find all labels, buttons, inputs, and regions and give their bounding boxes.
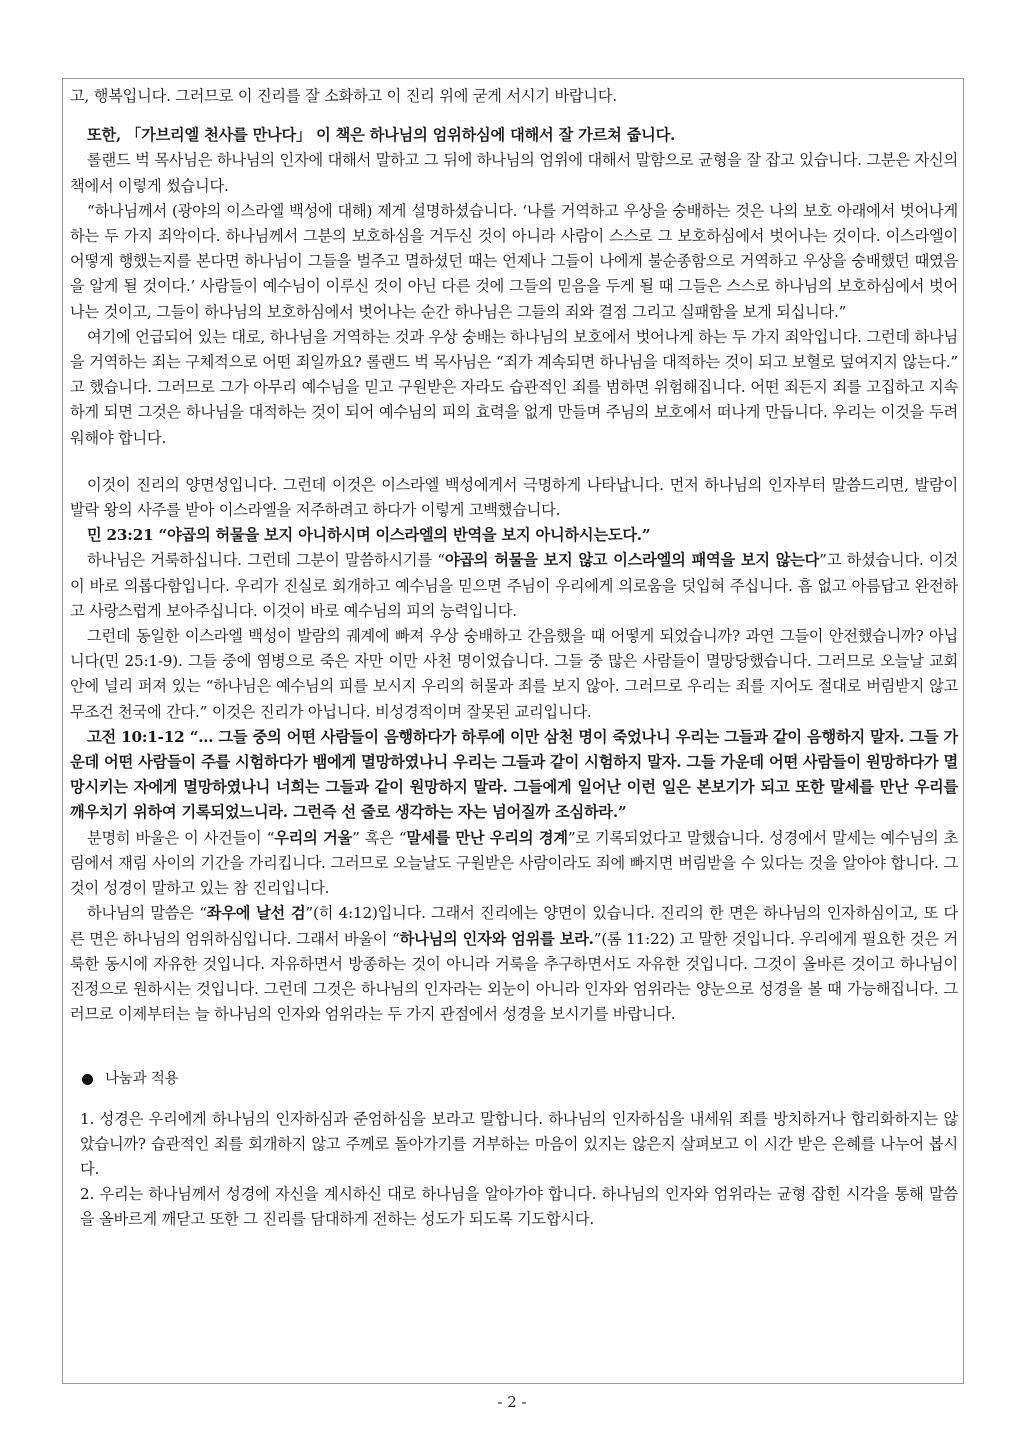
- bullet-icon: [82, 1074, 93, 1085]
- question-2: 2. 우리는 하나님께서 성경에 자신을 계시하신 대로 하나님을 알아가야 합니다. 하나님의 인자와 엄위라는 균형 잡힌 시각을 통해 말씀을 올바르게 깨닫고 또한 그 진리를 담대하게 전하는 성도가 되도록 기도합시다.: [80, 1185, 958, 1229]
- book-quote: “하나님께서 (광야의 이스라엘 백성에 대해) 제게 설명하셨습니다. ‘나를 거역하고 우상을 숭배하는 것은 나의 보호 아래에서 벗어나게 하는 두 가지 죄악이다. 하나님께서 그분의 보호하심을 거두신 것이 아니라 사람이 스스로 그 보호하심에서 벗어나는 것이다. 이스라엘이 어떻게 행했는지를 본다면 하나님이 그들을 벌주고 멸하셨던 때는 언제나 그들이 나에게 불순종함으로 거역하고 우상을 숭배했던 때였음을 알게 될 것이다.’ 사람들이 예수님이 이루신 것이 아닌 다른 것에 그들의 믿음을 두게 될 때 그들은 스스로 하나님의 보호하심에서 벗어나는 것이고, 그들이 하나님의 보호하심에서 벗어나는 순간 하나님은 그들의 죄와 결점 그리고 실패함을 보게 되십니다.”: [70, 201, 958, 321]
- verse-1cor-10: 고전 10:1-12 “… 그들 중의 어떤 사람들이 음행하다가 하루에 이만 삼천 명이 죽었나니 우리는 그들과 같이 음행하지 말자. 그들 가운데 어떤 사람들이 주를 시험하다가 뱀에게 멸망하였나니 우리는 그들과 같이 시험하지 말자. 그들 가운데 어떤 사람들이 원망하다가 멸망시키는 자에게 멸망하였나니 너희는 그들과 같이 원망하지 말라. 그들에게 일어난 이런 일은 본보기가 되고 또한 말세를 만난 우리를 깨우치기 위하여 기록되었느니라. 그런즉 선 줄로 생각하는 자는 넘어질까 조심하라.”: [70, 727, 958, 822]
- section-header: [70, 1067, 958, 1092]
- intro-paragraph: 고, 행복입니다. 그러므로 이 진리를 잘 소화하고 이 진리 위에 굳게 서시기 바랍니다.: [70, 87, 617, 105]
- paragraph-two-edged-sword: 하나님의 말씀은 “좌우에 날선 검”(히 4:12)입니다. 그래서 진리에는 양면이 있습니다. 진리의 한 면은 하나님의 인자하심이고, 또 다른 면은 하나님의 엄위하심입니다. 그래서 바울이 “하나님의 인자와 엄위를 보라.”(롬 11:22) 고 말한 것입니다. 우리에게 필요한 것은 거룩한 동시에 자유한 것입니다. 자유하면서 방종하는 것이 아니라 거룩을 추구하면서도 자유한 것입니다. 그것이 올바른 것이고 하나님이 진정으로 원하시는 것입니다. 그런데 그것은 하나님의 인자라는 외눈이 아니라 인자와 엄위라는 양눈으로 성경을 볼 때 가능해집니다. 그러므로 이제부터는 늘 하나님의 인자와 엄위라는 두 가지 관점에서 성경을 보시기를 바랍니다.: [70, 904, 958, 1024]
- paragraph-balaam: 그런데 동일한 이스라엘 백성이 발람의 궤계에 빠져 우상 숭배하고 간음했을 때 어떻게 되었습니까? 과연 그들이 안전했습니까? 아닙니다(민 25:1-9). 그들 중에 염병으로 죽은 자만 이만 사천 명이었습니다. 그들 중 많은 사람들이 멸망당했습니다. 그러므로 오늘날 교회 안에 널리 퍼져 있는 “하나님은 예수님의 피를 보시지 우리의 허물과 죄를 보지 않아. 그러므로 우리는 죄를 지어도 절대로 버림받지 않고 무조건 천국에 간다.” 이것은 진리가 아닙니다. 비성경적이며 잘못된 교리입니다.: [70, 627, 958, 721]
- paragraph-roland-buck: 롤랜드 벅 목사님은 하나님의 인자에 대해서 말하고 그 뒤에 하나님의 엄위에 대해서 말함으로 균형을 잘 잡고 있습니다. 그분은 자신의 책에서 이렇게 썼습니다.: [70, 151, 958, 195]
- paragraph-mirror: 분명히 바울은 이 사건들이 “우리의 거울” 혹은 “말세를 만난 우리의 경계”로 기록되었다고 말했습니다. 성경에서 말세는 예수님의 초림에서 재림 사이의 기간을 가리킵니다. 그러므로 오늘날도 구원받은 사람이라도 죄에 빠지면 버림받을 수 있다는 것을 알아야 합니다. 그것이 성경이 말하고 있는 참 진리입니다.: [70, 828, 958, 898]
- verse-numbers-23-21: 민 23:21 “야곱의 허물을 보지 아니하시며 이스라엘의 반역을 보지 아니하시는도다.”: [87, 526, 651, 545]
- book-heading: 또한, 「가브리엘 천사를 만나다」 이 책은 하나님의 엄위하심에 대해서 잘 가르쳐 줍니다.: [87, 126, 676, 145]
- paragraph-two-sins: 여기에 언급되어 있는 대로, 하나님을 거역하는 것과 우상 숭배는 하나님의 보호에서 벗어나게 하는 두 가지 죄악입니다. 그런데 하나님을 거역하는 죄는 구체적으로 어떤 죄일까요? 롤랜드 벅 목사님은 “죄가 계속되면 하나님을 대적하는 것이 되고 보혈로 덮여지지 않는다.” 고 했습니다. 그러므로 그가 아무리 예수님을 믿고 구원받은 자라도 습관적인 죄를 범하면 위험해집니다. 어떤 죄든지 죄를 고집하고 지속하게 되면 그것은 하나님을 대적하는 것이 되어 예수님의 피의 효력을 없게 만들며 주님의 보호에서 떠나게 만듭니다. 우리는 이것을 두려워해야 합니다.: [70, 327, 958, 447]
- question-1: 1. 성경은 우리에게 하나님의 인자하심과 준엄하심을 보라고 말합니다. 하나님의 인자하심을 내세워 죄를 방치하거나 합리화하지는 않았습니까? 습관적인 죄를 회개하지 않고 주께로 돌아가기를 거부하는 마음이 있지는 않은지 살펴보고 이 시간 받은 은혜를 나누어 봅시다.: [80, 1109, 958, 1178]
- page-number: - 2 -: [497, 1393, 527, 1411]
- section-title: 나눔과 적용: [105, 1071, 179, 1088]
- paragraph-two-sides: 이것이 진리의 양면성입니다. 그런데 이것은 이스라엘 백성에게서 극명하게 나타납니다. 먼저 하나님의 인자부터 말씀드리면, 발람이 발락 왕의 사주를 받아 이스라엘을 저주하려고 하다가 이렇게 고백했습니다.: [70, 475, 958, 520]
- paragraph-justification: 하나님은 거룩하십니다. 그런데 그분이 말씀하시기를 “야곱의 허물을 보지 않고 이스라엘의 패역을 보지 않는다”고 하셨습니다. 이것이 바로 의롭다함입니다. 우리가 진실로 회개하고 예수님을 믿으면 주님이 우리에게 의로움을 덧입혀 주십니다. 흠 없고 아름답고 완전하고 사랑스럽게 보아주십니다. 이것이 바로 예수님의 피의 능력입니다.: [70, 551, 959, 620]
- document-body: [70, 84, 958, 1233]
